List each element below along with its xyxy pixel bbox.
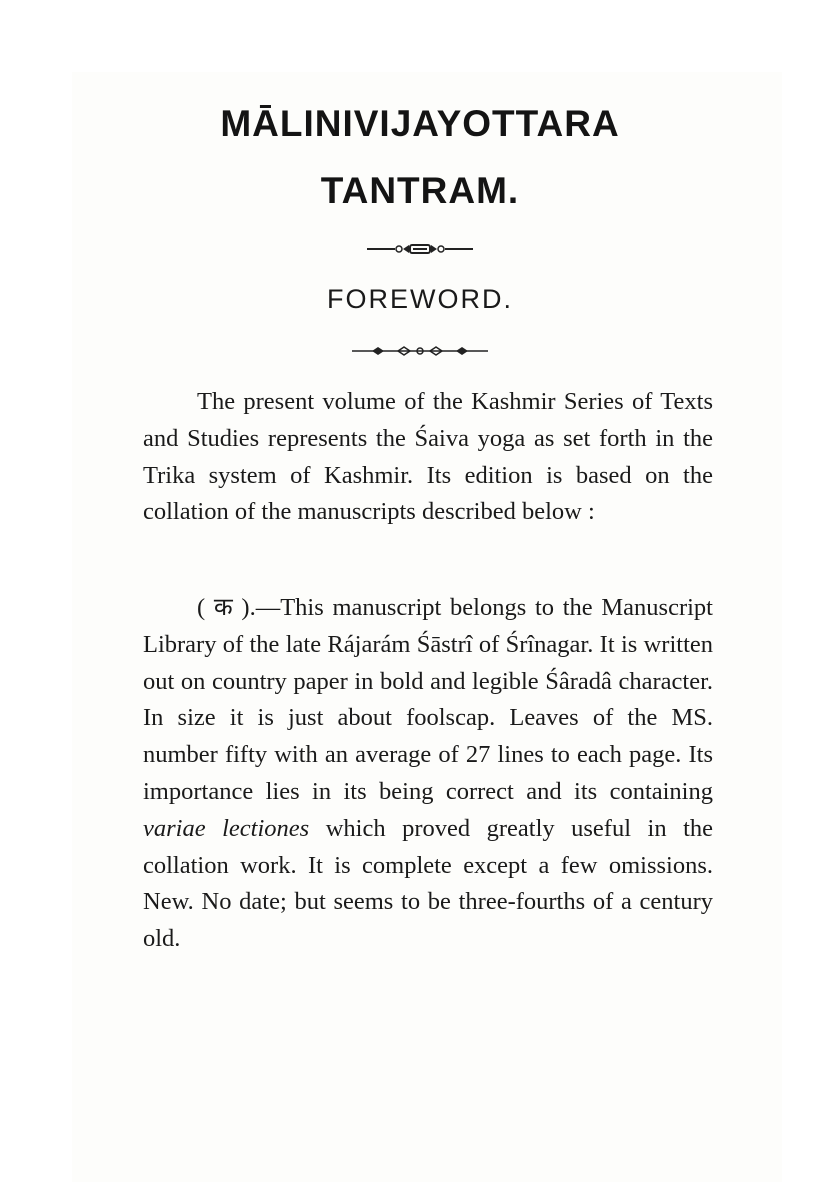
divider-ornament-icon bbox=[350, 345, 490, 357]
paragraph-text-part-1: ( क ).—This manuscript belongs to the Manuscript Library of the late Rájarám Śāstrî of Śrînagar. It is written out on country paper in bold and legible Śâradâ character. In size it is just about foolscap. Leaves of the MS. number fifty with an average of 27 lines to each page. Its importance lies in its being correct and its containing bbox=[143, 594, 713, 805]
title-line-2: TANTRAM. bbox=[320, 170, 520, 211]
paragraph-manuscript-description bbox=[143, 590, 713, 958]
divider-ornament-bottom bbox=[0, 344, 840, 362]
divider-ornament-top bbox=[0, 242, 840, 260]
paragraph-text-part-2: which proved greatly useful in the collation work. It is complete except a few omissions. New. No date; but seems to be three-fourths of a century old. bbox=[143, 814, 714, 953]
paragraph-intro: The present volume of the Kashmir Series of Texts and Studies represents the Śaiva yoga as set forth in the Trika system of Kashmir. Its edition is based on the collation of the manuscripts described below : bbox=[143, 388, 713, 526]
paragraph-italic-term: variae lectiones bbox=[143, 814, 310, 842]
divider-ornament-icon bbox=[365, 243, 475, 255]
section-heading: FOREWORD. bbox=[327, 284, 513, 314]
title-line-1: MĀLINIVIJAYOTTARA bbox=[220, 103, 620, 144]
